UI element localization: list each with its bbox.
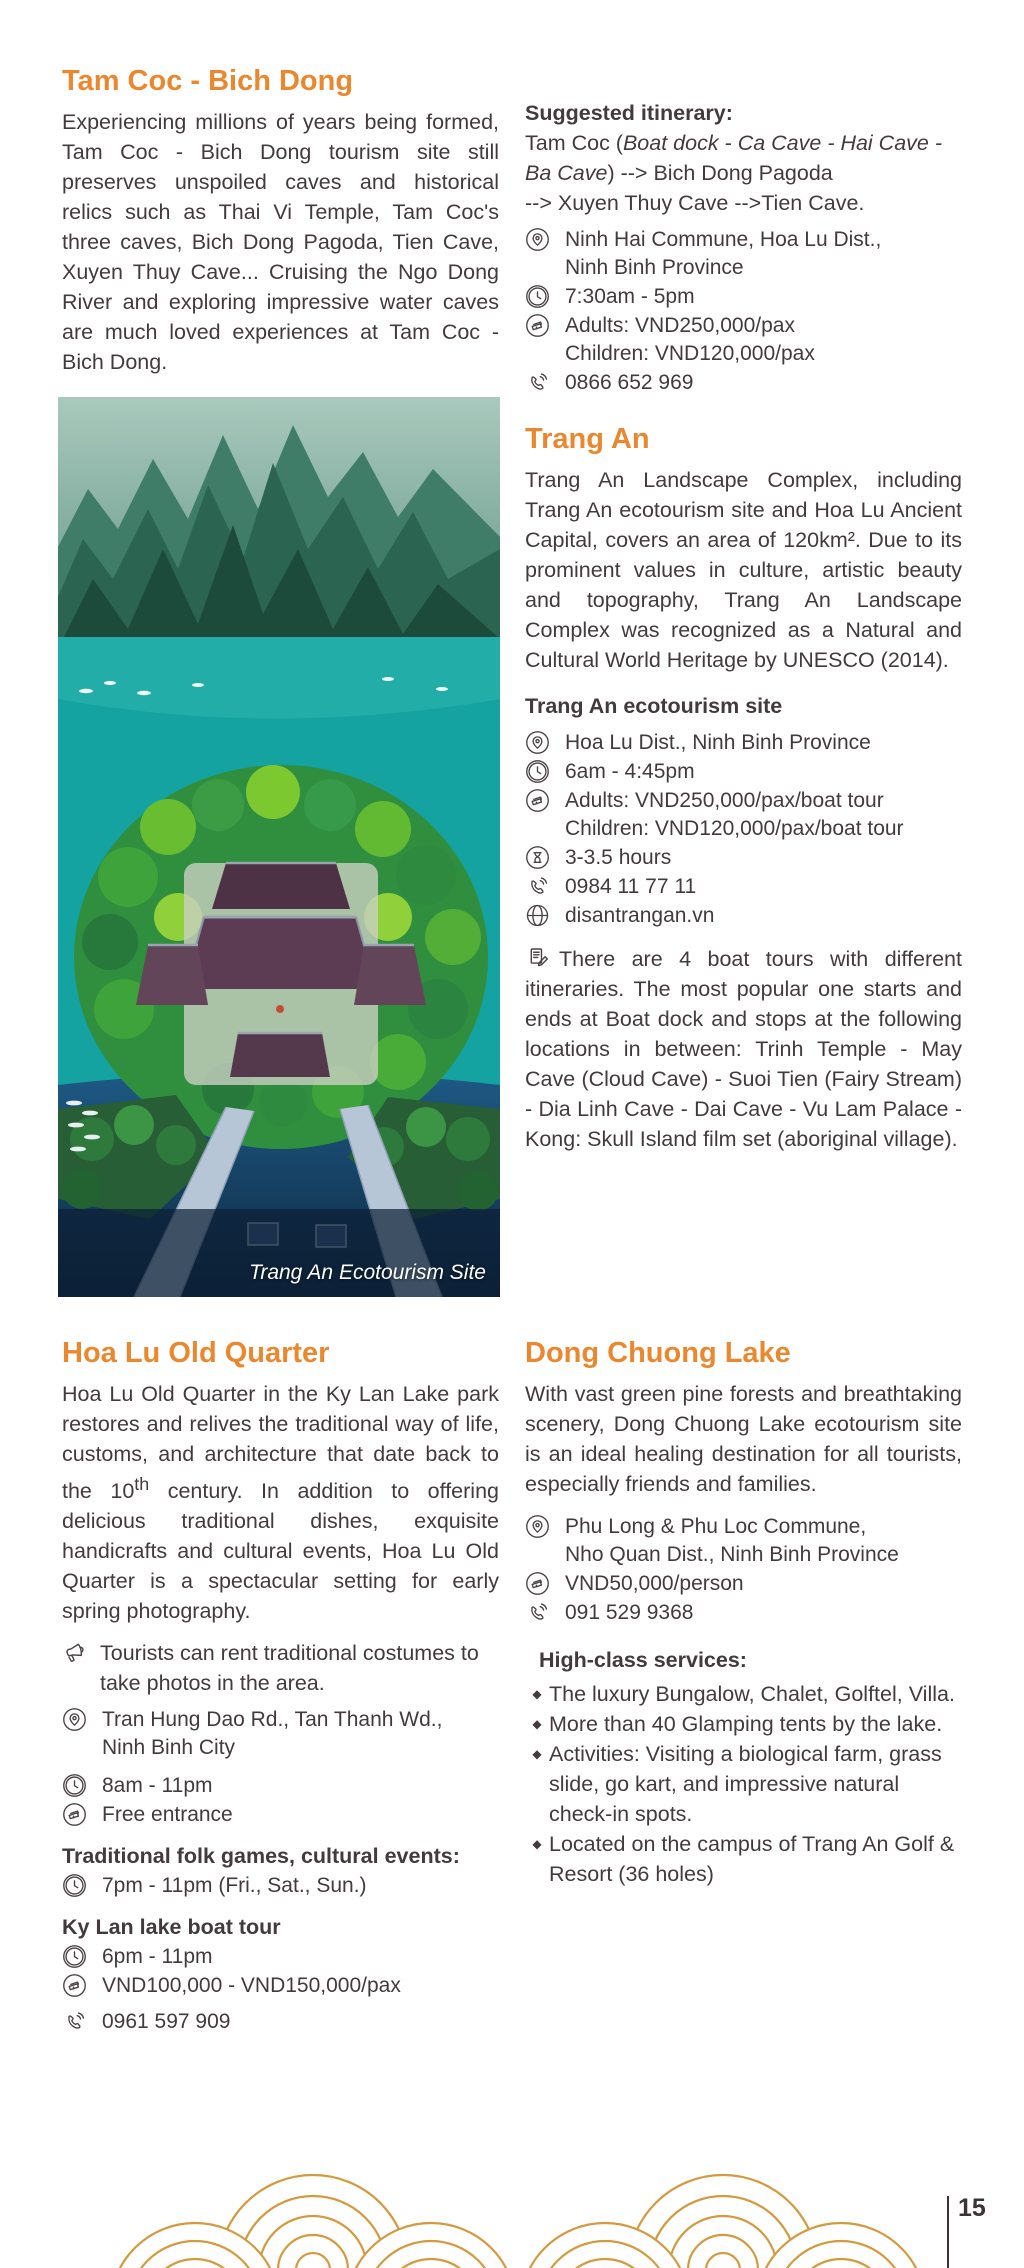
address-text: Hoa Lu Dist., Ninh Binh Province [565, 731, 871, 754]
phone-text: 0961 597 909 [102, 2010, 231, 2034]
detail-hours [62, 1772, 499, 1800]
itinerary-part-italic: Boat dock - Ca Cave - Hai Cave - Ba Cave [525, 131, 943, 185]
location-icon [525, 227, 550, 252]
section-title-dong-chuong: Dong Chuong Lake [525, 1337, 791, 1369]
detail-duration [525, 844, 962, 872]
hourglass-icon [525, 845, 550, 870]
hours-text: 6am - 4:45pm [565, 760, 695, 783]
address-line: Ninh Binh Province [565, 256, 744, 279]
address-text [102, 1706, 499, 1762]
service-text: The luxury Bungalow, Chalet, Golftel, Villa. [549, 1682, 955, 1706]
page-number-rule [947, 2196, 949, 2268]
trang-an-subheading: Trang An ecotourism site [525, 694, 783, 718]
section-trang-an [525, 422, 962, 1176]
ticket-icon [62, 1973, 87, 1998]
section-tam-coc-info [525, 98, 962, 398]
tam-coc-details [525, 226, 962, 397]
diamond-bullet-icon: ◆ [532, 1717, 542, 1731]
globe-icon [525, 903, 550, 928]
itinerary-part: Tam Coc ( [525, 131, 623, 155]
megaphone-icon [62, 1640, 88, 1666]
description-part: century. In addition to offering delicious traditional dishes, exquisite handicrafts and cultural events, Hoa Lu Old Quarter is a spectacular setting for early spring photography. [62, 1479, 499, 1624]
clock-icon [525, 284, 550, 309]
phone-icon [525, 1600, 550, 1625]
price-text [565, 312, 962, 368]
location-icon [525, 730, 550, 755]
itinerary-part: --> Xuyen Thuy Cave -->Tien Cave. [525, 191, 865, 215]
diamond-bullet-icon: ◆ [532, 1687, 542, 1701]
address-text [565, 1513, 962, 1569]
note-text: There are 4 boat tours with different itineraries. The most popular one starts and ends at Boat dock and stops at the following locations in between: Trinh Temple - May Cave (Cloud Cave) - Suoi Tien (Fairy Stream) - Dia Linh Cave - Dai Cave - Vu Lam Palace - Kong: Skull Island film set (aboriginal village). [525, 947, 962, 1151]
ticket-icon [62, 1802, 87, 1827]
detail-website [525, 902, 962, 930]
detail-hours [525, 758, 962, 786]
detail-phone [62, 2008, 499, 2036]
phone-text: 0984 11 77 11 [565, 875, 697, 898]
diamond-bullet-icon: ◆ [532, 1837, 542, 1851]
section-title-trang-an: Trang An [525, 423, 650, 455]
description-part: Hoa Lu Old Quarter in the Ky Lan Lake park restores and relives the traditional way of life, customs, and architecture that date back to the 10 [62, 1382, 499, 1504]
services-label: High-class services: [539, 1648, 747, 1672]
itinerary-label: Suggested itinerary: [525, 101, 733, 125]
detail-price-boat [62, 1972, 499, 2000]
hoa-lu-details [62, 1706, 499, 1829]
clock-icon [62, 1944, 87, 1969]
price-text: VND100,000 - VND150,000/pax [102, 1974, 401, 1998]
hoa-lu-description [62, 1379, 499, 1626]
itinerary-part: ) --> Bich Dong Pagoda [607, 161, 833, 185]
clock-icon [525, 759, 550, 784]
section-dong-chuong [525, 1336, 962, 1889]
detail-price [525, 1570, 962, 1598]
page-number: 15 [958, 2194, 986, 2222]
price-line: Children: VND120,000/pax/boat tour [565, 817, 904, 840]
trang-an-details [525, 729, 962, 930]
detail-address [525, 1513, 962, 1569]
location-icon [62, 1707, 87, 1732]
clock-icon [62, 1873, 87, 1898]
section-hoa-lu [62, 1336, 499, 2037]
detail-price [525, 787, 962, 843]
detail-price [62, 1801, 499, 1829]
address-line: Phu Long & Phu Loc Commune, [565, 1515, 867, 1538]
boat-tour-label: Ky Lan lake boat tour [62, 1915, 281, 1940]
hoa-lu-note [62, 1638, 499, 1698]
section-title-tam-coc: Tam Coc - Bich Dong [62, 65, 354, 97]
detail-phone [525, 369, 962, 397]
service-text: Located on the campus of Trang An Golf & Resort (36 holes) [549, 1832, 955, 1886]
list-item [525, 1709, 962, 1739]
diamond-bullet-icon: ◆ [532, 1747, 542, 1761]
website-link[interactable]: disantrangan.vn [565, 904, 715, 927]
trang-an-photo [58, 397, 500, 1297]
phone-icon [62, 2009, 87, 2034]
clock-icon [62, 1773, 87, 1798]
price-line: Adults: VND250,000/pax/boat tour [565, 789, 884, 812]
service-text: Activities: Visiting a biological farm, grass slide, go kart, and impressive natural check-in spots. [549, 1742, 942, 1826]
detail-address [62, 1706, 499, 1762]
section-tam-coc [62, 64, 499, 377]
detail-hours-events [62, 1872, 499, 1900]
list-item [525, 1739, 962, 1829]
phone-icon [525, 874, 550, 899]
hours-text: 7pm - 11pm (Fri., Sat., Sun.) [102, 1874, 367, 1898]
dong-chuong-description: With vast green pine forests and breathtaking scenery, Dong Chuong Lake ecotourism site is an ideal healing destination for all tourists, especially friends and families. [525, 1382, 962, 1496]
note-text: Tourists can rent traditional costumes to take photos in the area. [100, 1641, 479, 1696]
photo-caption: Trang An Ecotourism Site [249, 1261, 486, 1284]
trang-an-photo-art [58, 397, 500, 1297]
hours-text: 6pm - 11pm [102, 1945, 213, 1969]
dong-chuong-details [525, 1513, 962, 1627]
detail-phone [525, 873, 962, 901]
phone-text: 091 529 9368 [565, 1601, 694, 1624]
list-item [525, 1829, 962, 1889]
hours-text: 8am - 11pm [102, 1774, 213, 1798]
phone-icon [525, 370, 550, 395]
writing-note-icon [525, 944, 551, 970]
detail-hours-boat [62, 1943, 499, 1971]
address-text [565, 226, 962, 282]
price-line: Children: VND120,000/pax [565, 342, 815, 365]
itinerary-text [525, 128, 962, 218]
detail-hours [525, 283, 962, 311]
address-line: Ninh Hai Commune, Hoa Lu Dist., [565, 228, 882, 251]
price-text [565, 787, 962, 843]
ticket-icon [525, 788, 550, 813]
detail-address [525, 729, 962, 757]
hours-text: 7:30am - 5pm [565, 285, 695, 308]
detail-phone [525, 1599, 962, 1627]
ticket-icon [525, 313, 550, 338]
phone-text: 0866 652 969 [565, 371, 694, 394]
ticket-icon [525, 1571, 550, 1596]
ordinal-superscript: th [134, 1474, 150, 1494]
price-text: Free entrance [102, 1803, 233, 1827]
address-line: Ninh Binh City [102, 1736, 236, 1760]
trang-an-note [525, 944, 962, 1154]
detail-price [525, 312, 962, 368]
address-line: Nho Quan Dist., Ninh Binh Province [565, 1543, 899, 1566]
address-line: Tran Hung Dao Rd., Tan Thanh Wd., [102, 1708, 443, 1732]
services-list [525, 1679, 962, 1889]
price-line: Adults: VND250,000/pax [565, 314, 795, 337]
list-item [525, 1679, 962, 1709]
service-text: More than 40 Glamping tents by the lake. [549, 1712, 943, 1736]
section-title-hoa-lu: Hoa Lu Old Quarter [62, 1337, 330, 1369]
tam-coc-description: Experiencing millions of years being formed, Tam Coc - Bich Dong tourism site still preserves unspoiled caves and historical relics such as Thai Vi Temple, Tam Coc's three caves, Bich Dong Pagoda, Tien Cave, Xuyen Thuy Cave... Cruising the Ngo Dong River and exploring impressive water caves are much loved experiences at Tam Coc - Bich Dong. [62, 110, 499, 374]
location-icon [525, 1514, 550, 1539]
events-label: Traditional folk games, cultural events: [62, 1844, 460, 1869]
price-text: VND50,000/person [565, 1572, 744, 1595]
trang-an-description: Trang An Landscape Complex, including Trang An ecotourism site and Hoa Lu Ancient Capital, covers an area of 120km². Due to its prominent values in culture, artistic beauty and topography, Trang An Landscape Complex was recognized as a Natural and Cultural World Heritage by UNESCO (2014). [525, 468, 962, 672]
wave-pattern [0, 2168, 1024, 2268]
detail-address [525, 226, 962, 282]
duration-text: 3-3.5 hours [565, 846, 672, 869]
